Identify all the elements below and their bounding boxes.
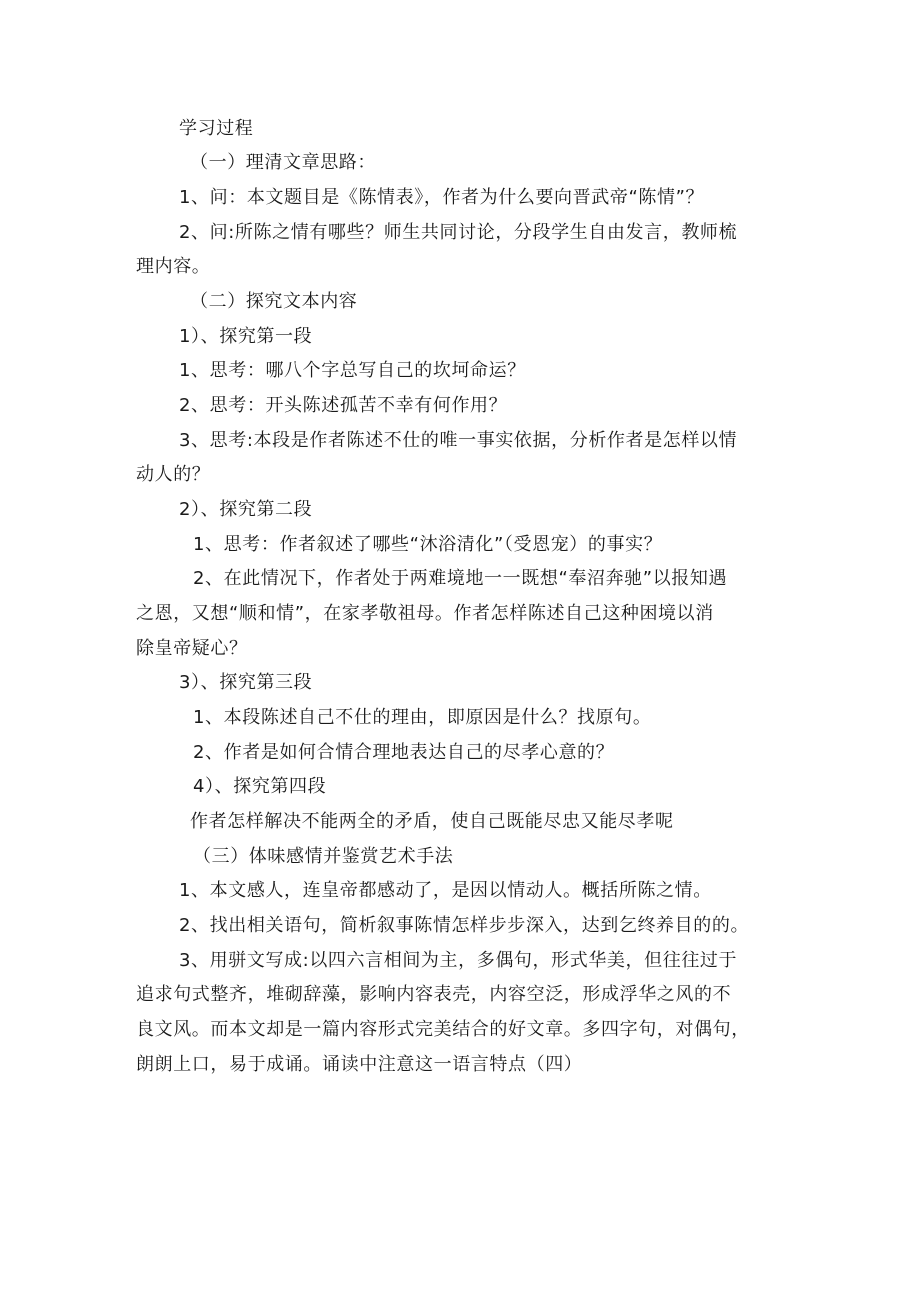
part-3-question-2: 2、作者是如何合情合理地表达自己的尽孝心意的？ — [193, 742, 615, 763]
section-3-question-3-line-3: 良文风。而本文却是一篇内容形式完美结合的好文章。多四字句，对偶句， — [136, 1019, 750, 1040]
part-1-question-3-line-1: 3、思考:本段是作者陈述不仕的唯一事实依据，分析作者是怎样以情 — [179, 430, 738, 451]
part-2-question-2-line-2: 之恩，又想“顺和情”，在家孝敬祖母。作者怎样陈述自己这种困境以消 — [136, 603, 714, 624]
section-3-question-1: 1、本文感人，连皇帝都感动了，是因以情动人。概括所陈之情。 — [179, 880, 712, 901]
part-2-title: 2）、探究第二段 — [179, 499, 313, 520]
document-heading: 学习过程 — [179, 118, 254, 139]
part-4-question-1: 作者怎样解决不能两全的矛盾，使自己既能尽忠又能尽孝呢 — [190, 811, 674, 832]
section-3-question-2: 2、找出相关语句，简析叙事陈情怎样步步深入，达到乞终养目的的。 — [179, 915, 750, 936]
section-1-question-2-line-2: 理内容。 — [136, 256, 211, 277]
part-1-question-3-line-2: 动人的？ — [136, 464, 211, 485]
part-3-title: 3）、探究第三段 — [179, 672, 313, 693]
part-1-question-2: 2、思考：开头陈述孤苦不幸有何作用？ — [179, 395, 508, 416]
part-2-question-1: 1、思考：作者叙述了哪些“沐浴清化”（受恩宠）的事实？ — [193, 534, 663, 555]
section-3-question-3-line-2: 追求句式整齐，堆砌辞藻，影响内容表壳，内容空泛，形成浮华之风的不 — [136, 984, 732, 1005]
section-1-title: （一）理清文章思路： — [190, 152, 376, 173]
part-1-question-1: 1、思考：哪八个字总写自己的坎坷命运？ — [179, 360, 526, 381]
section-3-question-3-line-1: 3、用骈文写成:以四六言相间为主，多偶句，形式华美，但往往过于 — [179, 950, 738, 971]
part-2-question-2-line-1: 2、在此情况下，作者处于两难境地一一既想“奉沼奔驰”以报知遇 — [193, 568, 728, 589]
section-3-question-3-line-4: 朗朗上口，易于成诵。诵读中注意这一语言特点（四） — [136, 1054, 583, 1075]
section-2-title: （二）探究文本内容 — [190, 291, 358, 312]
section-3-title: （三）体味感情并鉴赏艺术手法 — [193, 846, 454, 867]
part-4-title: 4）、探究第四段 — [193, 776, 327, 797]
part-2-question-2-line-3: 除皇帝疑心？ — [136, 638, 248, 659]
section-1-question-2-line-1: 2、问:所陈之情有哪些？师生共同讨论，分段学生自由发言，教师梳 — [179, 222, 738, 243]
part-1-title: 1）、探究第一段 — [179, 326, 313, 347]
section-1-question-1: 1、问：本文题目是《陈情表》，作者为什么要向晋武帝“陈情”？ — [179, 187, 705, 208]
part-3-question-1: 1、本段陈述自己不仕的理由，即原因是什么？找原句。 — [193, 707, 652, 728]
